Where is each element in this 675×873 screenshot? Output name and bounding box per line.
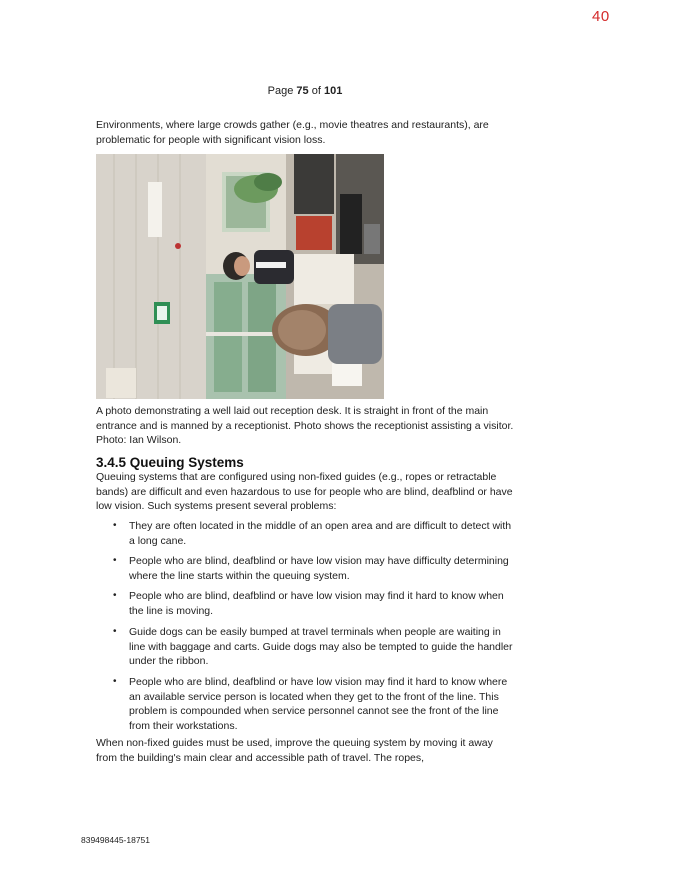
page-of-label: of xyxy=(311,85,321,97)
bullet-dot-icon: • xyxy=(113,590,117,601)
document-id: 839498445-18751 xyxy=(81,835,151,845)
page-label: Page xyxy=(267,85,294,97)
bullet-dot-icon: • xyxy=(113,626,117,637)
reception-photo-illustration xyxy=(96,154,384,399)
total-page-number: 101 xyxy=(323,85,343,97)
current-page-number: 75 xyxy=(296,85,309,97)
closing-paragraph: When non-fixed guides must be used, improve the queuing system by moving it away from the building's main clear and accessible path of travel. The ropes, xyxy=(96,737,493,764)
bullet-dot-icon: • xyxy=(113,520,117,531)
list-item-text: People who are blind, deafblind or have low vision may find it hard to know when the line is moving. xyxy=(129,590,504,617)
list-item-text: Guide dogs can be easily bumped at travel terminals when people are waiting in line with baggage and carts. Guide dogs may also be tempted to guide the handler under the ribbon. xyxy=(129,626,513,667)
list-item-text: They are often located in the middle of an open area and are difficult to detect with a long cane. xyxy=(129,520,512,547)
intro-paragraph: Environments, where large crowds gather (e.g., movie theatres and restaurants), are problematic for people with significant vision loss. xyxy=(96,119,489,146)
bullet-dot-icon: • xyxy=(113,676,117,687)
list-item-text: People who are blind, deafblind or have low vision may find it hard to know where an available service person is located when they get to the front of the line. This problem is compounded when service personnel cannot see the front of the line from their workstations. xyxy=(129,676,508,732)
bullet-dot-icon: • xyxy=(113,555,117,566)
section-intro-paragraph: Queuing systems that are configured using non-fixed guides (e.g., ropes or retractable bands) are difficult and even hazardous to use for people who are blind, deafblind or have low vision. Such systems present several problems: xyxy=(96,471,513,512)
photo-caption: A photo demonstrating a well laid out reception desk. It is straight in front of the main entrance and is manned by a receptionist. Photo shows the receptionist assisting a visitor. Photo: Ian Wilson. xyxy=(96,405,514,446)
reception-desk-photo xyxy=(96,154,384,399)
page-header xyxy=(0,85,610,97)
list-item-text: People who are blind, deafblind or have low vision may have difficulty determining where the line starts within the queuing system. xyxy=(129,555,509,582)
page-corner-number: 40 xyxy=(592,8,610,25)
section-heading: 3.4.5 Queuing Systems xyxy=(96,455,244,470)
